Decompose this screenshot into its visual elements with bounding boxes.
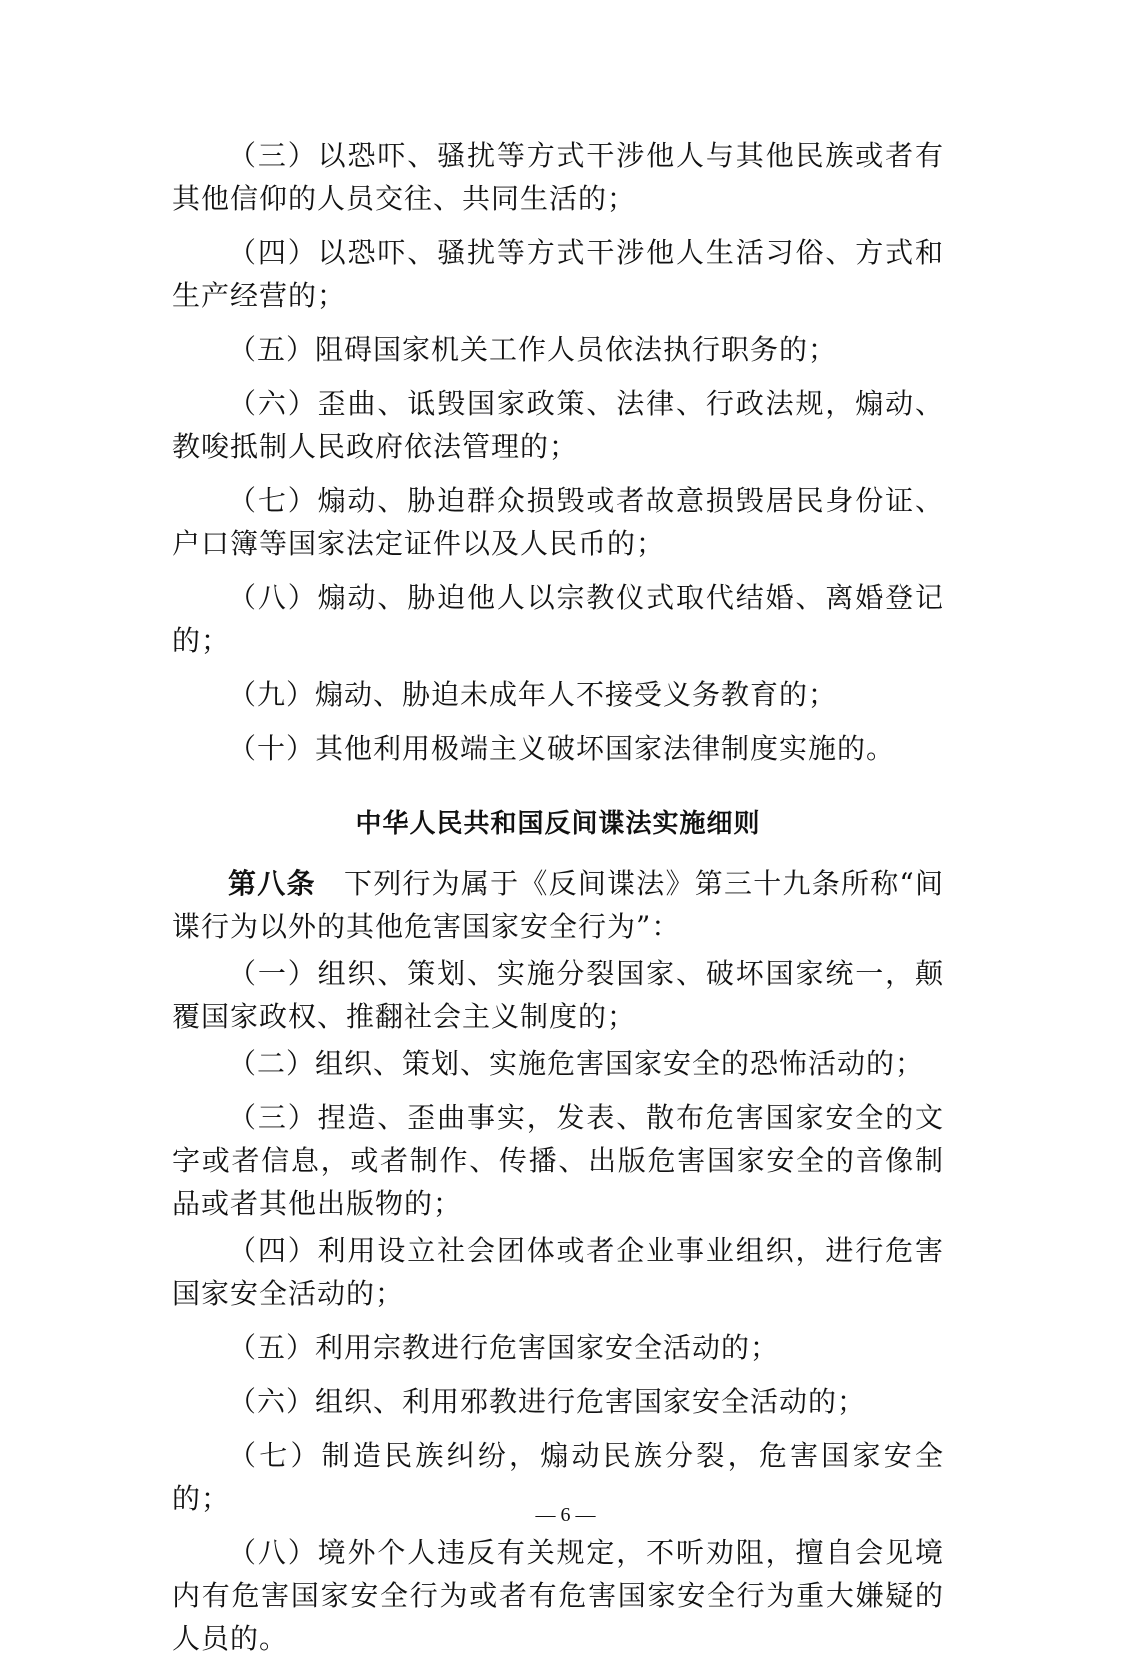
page-body xyxy=(172,134,944,1671)
article-paragraph xyxy=(172,862,944,948)
list-item: （十）其他利用极端主义破坏国家法律制度实施的。 xyxy=(228,732,896,765)
list-item: （四）利用设立社会团体或者企业事业组织，进行危害国家安全活动的； xyxy=(172,1234,944,1310)
list-item: （六）歪曲、诋毁国家政策、法律、行政法规，煽动、教唆抵制人民政府依法管理的； xyxy=(172,387,944,463)
list-item: （三）以恐吓、骚扰等方式干涉他人与其他民族或者有其他信仰的人员交往、共同生活的； xyxy=(172,139,944,215)
article-label: 第八条 xyxy=(228,867,316,900)
list-item: （八）煽动、胁迫他人以宗教仪式取代结婚、离婚登记的； xyxy=(172,581,944,657)
list-item: （七）煽动、胁迫群众损毁或者故意损毁居民身份证、户口簿等国家法定证件以及人民币的； xyxy=(172,484,944,560)
section-title: 中华人民共和国反间谍法实施细则 xyxy=(355,809,761,839)
list-item: （五）利用宗教进行危害国家安全活动的； xyxy=(228,1331,780,1364)
list-item: （五）阻碍国家机关工作人员依法执行职务的； xyxy=(228,333,838,366)
list-item: （六）组织、利用邪教进行危害国家安全活动的； xyxy=(228,1385,867,1418)
page-number: — 6 — xyxy=(535,1504,596,1526)
list-item: （三）捏造、歪曲事实，发表、散布危害国家安全的文字或者信息，或者制作、传播、出版危害国家安全的音像制品或者其他出版物的； xyxy=(172,1101,944,1220)
article-text: 下列行为属于《反间谍法》第三十九条所称“间谍行为以外的其他危害国家安全行为”： xyxy=(172,867,944,943)
list-item: （一）组织、策划、实施分裂国家、破坏国家统一，颠覆国家政权、推翻社会主义制度的； xyxy=(172,957,944,1033)
list-item: （四）以恐吓、骚扰等方式干涉他人生活习俗、方式和生产经营的； xyxy=(172,236,944,312)
list-item: （二）组织、策划、实施危害国家安全的恐怖活动的； xyxy=(228,1047,925,1080)
list-item: （九）煽动、胁迫未成年人不接受义务教育的； xyxy=(228,678,838,711)
list-item: （八）境外个人违反有关规定，不听劝阻，擅自会见境内有危害国家安全行为或者有危害国家安全行为重大嫌疑的人员的。 xyxy=(172,1536,944,1655)
list-item: （七）制造民族纠纷，煽动民族分裂，危害国家安全的； xyxy=(172,1439,944,1515)
